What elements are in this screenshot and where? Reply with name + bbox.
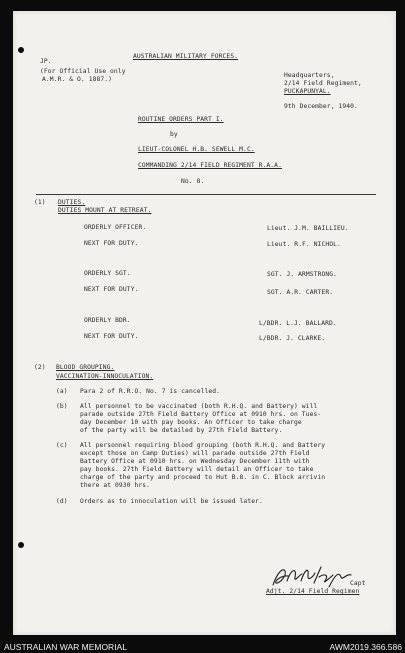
item-text-line: parade outside 27th Field Battery Office at 0910 hrs. on Tues- [80, 411, 322, 418]
item-text-line: day December 10 with pay books. An Officer to take charge [80, 419, 302, 426]
command-line: COMMANDING 2/14 FIELD REGIMENT R.A.A. [138, 162, 282, 169]
signatory-rank: Capt [350, 580, 366, 587]
duty-name: SGT. J. ARMSTRONG. [267, 271, 338, 278]
divider-rule [36, 194, 376, 195]
vaccination-heading: VACCINATION-INNOCULATION. [56, 373, 154, 380]
footer-bar [0, 639, 405, 653]
punch-hole [18, 542, 24, 548]
item-text-line: Para 2 of R.R.O. No. 7 is cancelled. [80, 388, 221, 395]
by-text: by [170, 131, 178, 138]
item-label: (b) [56, 403, 68, 410]
duty-role: NEXT FOR DUTY. [84, 333, 139, 340]
item-text-line: All personnel to be vaccinated (both R.H.Q. and Battery) will [80, 403, 318, 410]
duty-name: SGT. A.R. CARTER. [267, 289, 334, 296]
duty-name: L/BDR. L.J. BALLARD. [259, 320, 337, 327]
item-text-line: pay books. 27th Field Battery will detail an Officer to take [80, 466, 314, 473]
hq-line3: PUCKAPUNYAL. [284, 88, 331, 95]
item-label: (a) [56, 388, 68, 395]
item-text-line: Orders as to innoculation will be issued later. [80, 498, 263, 505]
item-text-line: there at 0930 hrs. [80, 482, 151, 489]
item-text-line: All personnel requiring blood grouping (both R.H.Q. and Battery [80, 442, 326, 449]
document-title: AUSTRALIAN MILITARY FORCES. [133, 53, 239, 60]
order-number: No. 8. [181, 178, 205, 185]
official-use-line2: A.M.R. & O. 1887.) [42, 76, 113, 83]
footer-accession-number: AWM2019.366.586 [329, 642, 402, 652]
duty-name: L/BDR. J. CLARKE. [259, 335, 326, 342]
item-text-line: except those on Camp Duties) will parade outside 27th Field [80, 450, 310, 457]
item-label: (d) [56, 498, 68, 505]
duty-role: ORDERLY SGT. [84, 270, 131, 277]
hq-line1: Headquarters, [284, 72, 335, 79]
item-text-line: Battery Office at 0910 hrs. on Wednesday December 11th with [80, 458, 310, 465]
officer-name: LIEUT-COLONEL H.B. SEWELL M.C. [138, 146, 255, 153]
duty-role: ORDERLY BDR. [84, 317, 131, 324]
footer-source: AUSTRALIAN WAR MEMORIAL [4, 642, 127, 652]
duty-role: NEXT FOR DUTY. [84, 240, 139, 247]
duties-subheading: DUTIES MOUNT AT RETREAT. [58, 207, 152, 214]
item-label: (c) [56, 442, 68, 449]
file-ref: JP. [40, 58, 52, 65]
blood-number: (2) [34, 364, 46, 371]
hq-line2: 2/14 Field Regiment, [284, 80, 362, 87]
blood-heading: BLOOD GROUPING. [56, 364, 115, 371]
item-text-line: of the party will be detailed by 27th Field Battery. [80, 427, 283, 434]
punch-hole [18, 47, 24, 53]
duties-number: (1) [34, 199, 46, 206]
duty-role: NEXT FOR DUTY. [84, 286, 139, 293]
duty-name: Lieut. J.M. BAILLIEU. [267, 225, 349, 232]
duty-name: Lieut. R.F. NICHOL. [267, 241, 341, 248]
duty-role: ORDERLY OFFICER. [84, 224, 147, 231]
item-text-line: charge of the party and proceed to Hut B.8. in C. Block arrivin [80, 474, 326, 481]
official-use-line1: (For Official Use only [40, 68, 126, 75]
document-page [13, 11, 396, 635]
orders-title: ROUTINE ORDERS PART I. [138, 116, 224, 123]
duties-heading: DUTIES. [58, 199, 86, 206]
document-date: 9th December, 1940. [284, 103, 358, 110]
signatory-title: Adjt. 2/14 Field Regimen [266, 588, 360, 595]
